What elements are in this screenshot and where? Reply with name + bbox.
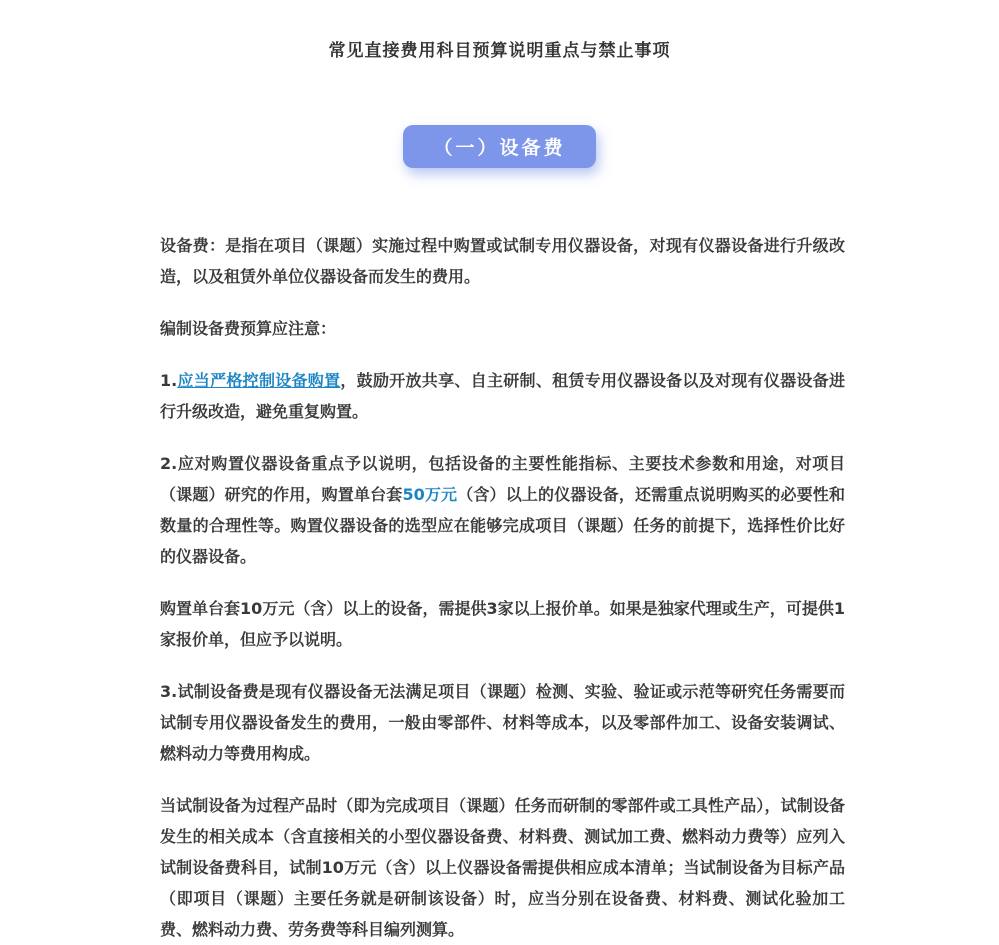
point1-number: 1. [160,371,178,390]
paragraph-point3: 3.试制设备费是现有仪器设备无法满足项目（课题）检测、实验、验证或示范等研究任务需要而试制专用仪器设备发生的费用，一般由零部件、材料等成本，以及零部件加工、设备安装调试、燃料动力等费用构成。 [160,682,845,763]
point1-rest: ，鼓励开放共享、自主研制、租赁专用仪器设备以及对现有仪器设备进行升级改造，避免重复购置。 [160,371,845,421]
section-badge: （一）设备费 [403,125,595,168]
point2-after: （含）以上的仪器设备，还需重点说明购买的必要性和数量的合理性等。购置仪器设备的选型应在能够完成项目（课题）任务的前提下，选择性价比好的仪器设备。 [160,485,845,566]
paragraph-definition: 设备费：是指在项目（课题）实施过程中购置或试制专用仪器设备，对现有仪器设备进行升级改造，以及租赁外单位仪器设备而发生的费用。 [160,236,845,286]
paragraph-trial-products: 当试制设备为过程产品时（即为完成项目（课题）任务而研制的零部件或工具性产品），试制设备发生的相关成本（含直接相关的小型仪器设备费、材料费、测试加工费、燃料动力费等）应列入试制设备费科目，试制10万元（含）以上仪器设备需提供相应成本清单；当试制设备为目标产品（即项目（课题）主要任务就是研制该设备）时，应当分别在设备费、材料费、测试化验加工费、燃料动力费、劳务费等科目编列测算。 [160,796,845,939]
article-body [160,230,845,945]
point1-link[interactable]: 应当严格控制设备购置 [177,371,341,390]
paragraph-note-intro: 编制设备费预算应注意： [160,319,337,338]
page-title: 常见直接费用科目预算说明重点与禁止事项 [328,41,671,61]
section-badge-row [0,125,999,168]
paragraph-quote-requirement: 购置单台套10万元（含）以上的设备，需提供3家以上报价单。如果是独家代理或生产，可提供1家报价单，但应予以说明。 [160,599,845,649]
paragraph-point1 [160,365,845,427]
paragraph-point2 [160,448,845,572]
point2-amount-highlight: 50万元 [402,485,458,504]
point2-before: 2.应对购置仪器设备重点予以说明，包括设备的主要性能指标、主要技术参数和用途，对项目（课题）研究的作用，购置单台套 [160,454,845,504]
